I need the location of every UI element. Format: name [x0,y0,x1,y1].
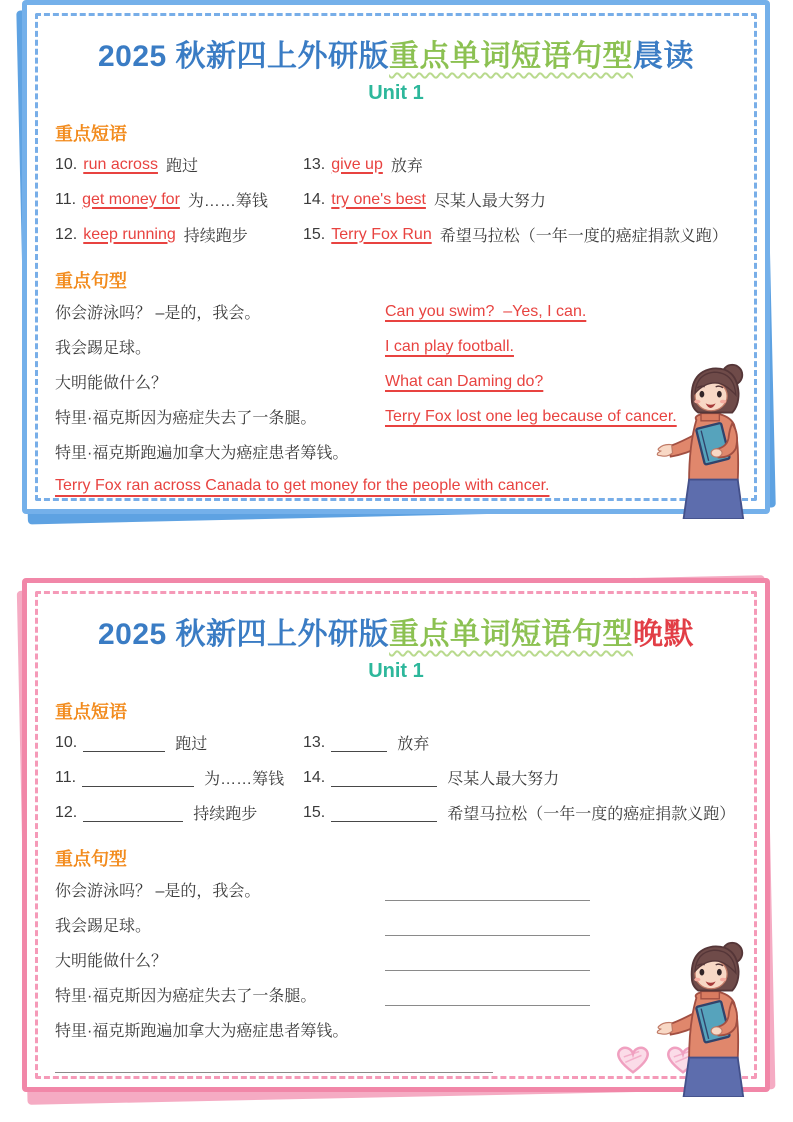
phrase-item: 14. 尽某人最大努力 [303,768,560,788]
fill-in-blank [83,803,183,822]
sentences-header: 重点句型 [55,270,127,291]
fill-in-line [385,914,590,936]
heart-icon [613,1043,653,1077]
teacher-illustration [651,363,773,519]
sentence-english: What can Daming do? [385,372,544,390]
sentence-english-full: Terry Fox ran across Canada to get money for the people with cancer. [55,477,550,494]
sentence-list [55,294,737,507]
phrase-item: 13. 放弃 [303,733,430,753]
sentence-item: 你会游泳吗？ –是的，我会。 [55,872,737,907]
phrases-header: 重点短语 [55,123,127,144]
sentence-item: 特里·福克斯因为癌症失去了一条腿。 [55,977,737,1012]
morning-reading-card [22,0,770,514]
sentence-item: 特里·福克斯跑遍加拿大为癌症患者筹钱。 [55,445,349,462]
title-part2: 重点单词短语句型 [389,40,634,73]
card-body [22,578,770,1092]
phrase-english: Terry Fox Run [331,225,432,243]
phrase-list [55,147,737,252]
fill-in-line [385,949,590,971]
teacher-illustration [651,941,773,1097]
card-body [22,0,770,514]
phrase-list [55,725,737,830]
page-title [55,609,737,653]
title-part3: 晚默 [633,618,695,651]
title-part3: 晨读 [633,40,695,73]
sentence-item: 特里·福克斯因为癌症失去了一条腿。 Terry Fox lost one leg because of cancer. [55,407,677,427]
fill-in-blank [331,768,437,787]
fill-in-line-full [55,1071,493,1073]
fill-in-blank [331,733,387,752]
phrase-item: 11. get money for 为……筹钱 [55,190,268,210]
phrase-item: 12. keep running 持续跑步 [55,225,248,245]
phrase-english: get money for [82,190,180,208]
fill-in-line [385,879,590,901]
title-part2: 重点单词短语句型 [389,618,634,651]
phrase-item: 10. 跑过 [55,733,208,753]
sentence-item: 特里·福克斯跑遍加拿大为癌症患者筹钱。 [55,1023,349,1040]
sentence-item: 你会游泳吗？ –是的，我会。 Can you swim? –Yes, I can. [55,302,587,322]
phrase-english: keep running [83,225,176,243]
phrases-header: 重点短语 [55,701,127,722]
sentence-item: 大明能做什么？ [55,942,737,977]
phrase-item: 13. give up 放弃 [303,155,423,175]
sentence-item: 我会踢足球。 [55,907,737,942]
phrase-item: 15. 希望马拉松（一年一度的癌症捐款义跑） [303,803,736,823]
unit-label: Unit 1 [368,82,424,104]
phrase-item: 15. Terry Fox Run 希望马拉松（一年一度的癌症捐款义跑） [303,225,728,245]
fill-in-blank [331,803,437,822]
fill-in-blank [82,768,194,787]
title-part1: 2025 秋新四上外研版 [97,40,390,73]
title-part1: 2025 秋新四上外研版 [97,618,390,651]
sentences-header: 重点句型 [55,848,127,869]
evening-dictation-card [22,578,770,1092]
phrase-english: try one's best [331,190,426,208]
sentence-item: 大明能做什么？ What can Daming do? [55,372,544,392]
sentence-english: Terry Fox lost one leg because of cancer. [385,407,677,425]
sentence-english: I can play football. [385,337,514,355]
phrase-item: 10. run across 跑过 [55,155,198,175]
phrase-item: 14. try one's best 尽某人最大努力 [303,190,546,210]
phrase-item: 12. 持续跑步 [55,803,258,823]
unit-label: Unit 1 [368,660,424,682]
phrase-item: 11. 为……筹钱 [55,768,285,788]
sentence-english: Can you swim? –Yes, I can. [385,302,587,320]
page-title [55,31,737,75]
fill-in-blank [83,733,165,752]
sentence-item: 我会踢足球。 I can play football. [55,337,514,357]
fill-in-line [385,984,590,1006]
phrase-english: give up [331,155,383,173]
phrase-english: run across [83,155,158,173]
